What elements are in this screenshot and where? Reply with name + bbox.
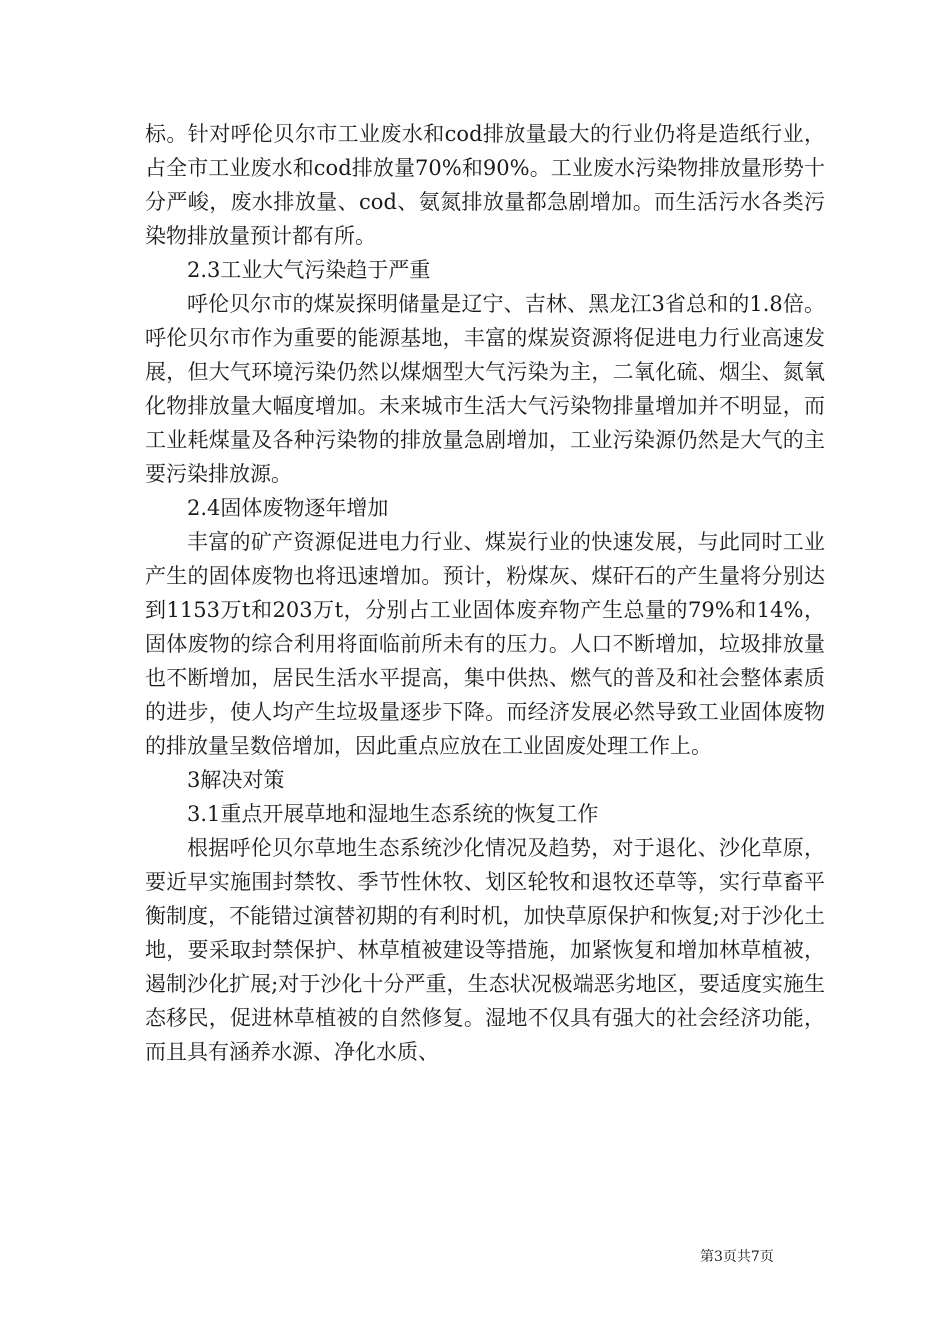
section-heading-2-3: 2.3工业大气污染趋于严重 — [187, 258, 431, 282]
paragraph-grassland-wetland: 根据呼伦贝尔草地生态系统沙化情况及趋势，对于退化、沙化草原，要近早实施围封禁牧、季节性休牧、划区轮牧和退牧还草等，实行草畜平衡制度，不能错过演替初期的有利时机，加快草原保护和恢复;对于沙化土地，要采取封禁保护、林草植被建设等措施，加紧恢复和增加林草植被，遏制沙化扩展;对于沙化十分严重，生态状况极端恶劣地区，要适度实施生态移民，促进林草植被的自然修复。湿地不仅具有强大的社会经济功能，而且具有涵养水源、净化水质、 — [145, 836, 825, 1064]
paragraph-air-pollution: 呼伦贝尔市的煤炭探明储量是辽宁、吉林、黑龙江3省总和的1.8倍。呼伦贝尔市作为重要的能源基地，丰富的煤炭资源将促进电力行业高速发展，但大气环境污染仍然以煤烟型大气污染为主，二氧化硫、烟尘、氮氧化物排放量大幅度增加。未来城市生活大气污染物排量增加并不明显，而工业耗煤量及各种污染物的排放量急剧增加，工业污染源仍然是大气的主要污染排放源。 — [145, 292, 825, 486]
section-heading-3: 3解决对策 — [187, 768, 285, 792]
document-body — [145, 117, 825, 1069]
page-number: 第3页共7页 — [700, 1249, 774, 1265]
section-heading-2-4: 2.4固体废物逐年增加 — [187, 496, 389, 520]
paragraph-wastewater: 标。针对呼伦贝尔市工业废水和cod排放量最大的行业仍将是造纸行业，占全市工业废水和cod排放量70%和90%。工业废水污染物排放量形势十分严峻，废水排放量、cod、氨氮排放量都急剧增加。而生活污水各类污染物排放量预计都有所。 — [145, 122, 825, 248]
paragraph-solid-waste: 丰富的矿产资源促进电力行业、煤炭行业的快速发展，与此同时工业产生的固体废物也将迅速增加。预计，粉煤灰、煤矸石的产生量将分别达到1153万t和203万t，分别占工业固体废弃物产生总量的79%和14%，固体废物的综合利用将面临前所未有的压力。人口不断增加，垃圾排放量也不断增加，居民生活水平提高，集中供热、燃气的普及和社会整体素质的进步，使人均产生垃圾量逐步下降。而经济发展必然导致工业固体废物的排放量呈数倍增加，因此重点应放在工业固废处理工作上。 — [145, 530, 825, 758]
section-heading-3-1: 3.1重点开展草地和湿地生态系统的恢复工作 — [187, 802, 599, 826]
